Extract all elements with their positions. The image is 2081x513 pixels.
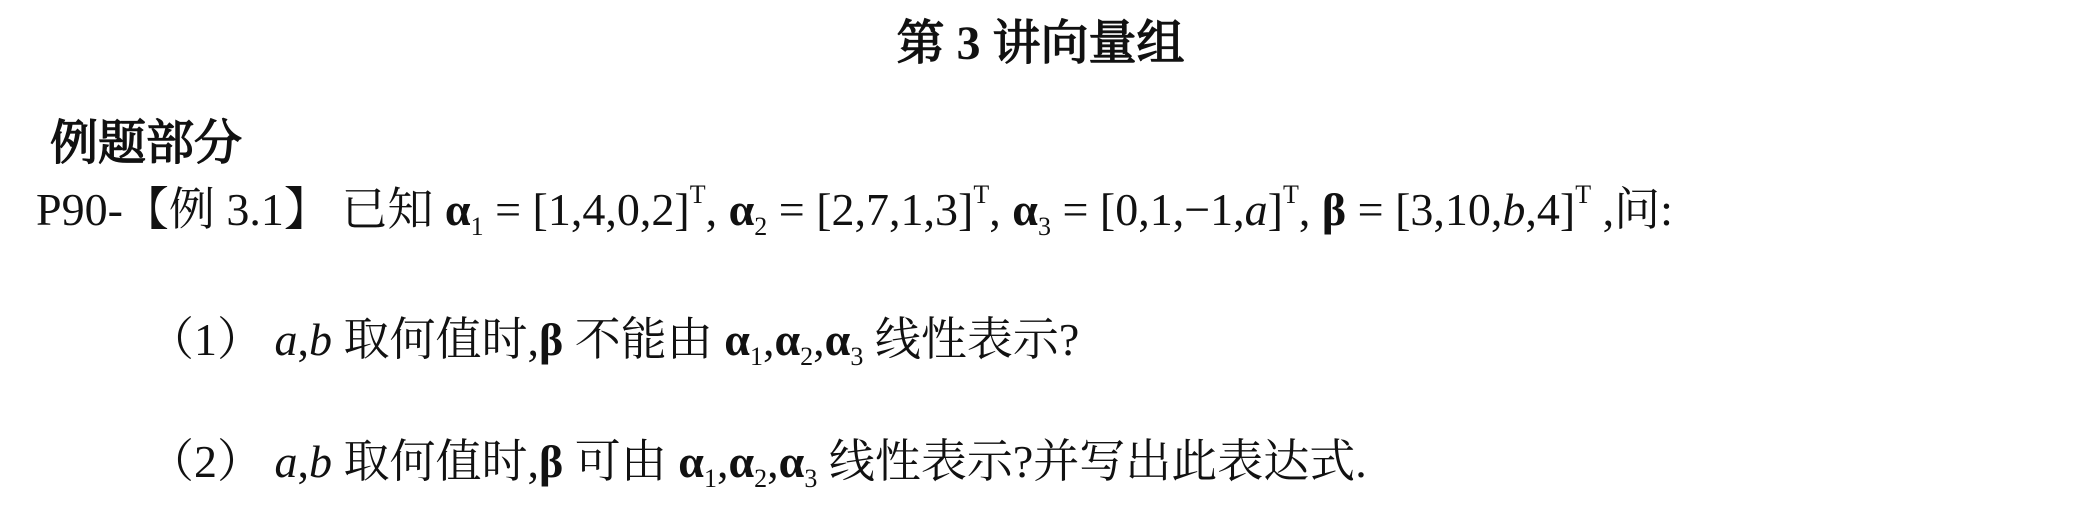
separator: , bbox=[1298, 184, 1311, 235]
subscript: 1 bbox=[749, 342, 763, 371]
subscript: 2 bbox=[754, 212, 768, 241]
alpha-symbol: α bbox=[724, 314, 750, 365]
variable-a: a bbox=[1244, 184, 1268, 235]
question-suffix: 线性表示? bbox=[874, 314, 1080, 365]
variable-b: b bbox=[309, 436, 332, 487]
variable-a: a bbox=[274, 436, 298, 487]
problem-ref: P90- bbox=[36, 184, 123, 235]
problem-intro: 已知 bbox=[341, 184, 434, 235]
question-mid: 可由 bbox=[574, 436, 667, 487]
transpose-mark: T bbox=[1575, 180, 1592, 209]
alpha-symbol: α bbox=[678, 436, 704, 487]
problem-statement bbox=[36, 178, 1673, 242]
alpha-symbol: α bbox=[824, 314, 851, 365]
subscript: 2 bbox=[800, 342, 814, 371]
transpose-mark: T bbox=[1282, 180, 1299, 209]
separator: , bbox=[716, 436, 729, 487]
equals-sign: = bbox=[1346, 184, 1396, 235]
subscript: 2 bbox=[754, 464, 768, 493]
alpha-symbol: α bbox=[1012, 184, 1038, 235]
beta-symbol: β bbox=[1321, 184, 1347, 235]
subscript: 1 bbox=[703, 464, 717, 493]
item-number: （1） bbox=[148, 314, 263, 365]
question-mid: 不能由 bbox=[574, 314, 713, 365]
subscript: 1 bbox=[470, 212, 484, 241]
beta-symbol: β bbox=[539, 314, 564, 365]
alpha-symbol: α bbox=[728, 184, 755, 235]
alpha-symbol: α bbox=[778, 436, 805, 487]
vector-alpha3-open: [0,1,−1, bbox=[1099, 184, 1245, 235]
question-suffix: 线性表示?并写出此表达式. bbox=[828, 436, 1367, 487]
page-title: 第 3 讲向量组 bbox=[896, 17, 1185, 70]
subscript: 3 bbox=[1037, 212, 1051, 241]
problem-tag: 【例 3.1】 bbox=[122, 184, 330, 235]
separator: , bbox=[813, 314, 825, 365]
alpha-symbol: α bbox=[728, 436, 755, 487]
vector-beta-close: ,4] bbox=[1525, 184, 1576, 235]
subscript: 3 bbox=[804, 464, 818, 493]
transpose-mark: T bbox=[973, 180, 990, 209]
sub-question-2 bbox=[148, 430, 1367, 494]
bracket-close: ] bbox=[1267, 184, 1283, 235]
question-prefix: 取何值时, bbox=[343, 314, 539, 365]
separator: , bbox=[297, 314, 309, 365]
equals-sign: = bbox=[483, 184, 533, 235]
separator: , bbox=[297, 436, 309, 487]
vector-beta-open: [3,10, bbox=[1395, 184, 1503, 235]
variable-b: b bbox=[1502, 184, 1526, 235]
separator: , bbox=[762, 314, 775, 365]
subscript: 3 bbox=[850, 342, 864, 371]
separator: , bbox=[705, 184, 718, 235]
equals-sign: = bbox=[767, 184, 817, 235]
separator: , bbox=[767, 436, 779, 487]
vector-alpha2: [2,7,1,3] bbox=[816, 184, 974, 235]
alpha-symbol: α bbox=[774, 314, 801, 365]
beta-symbol: β bbox=[539, 436, 564, 487]
question-ask: ,问: bbox=[1602, 184, 1673, 235]
transpose-mark: T bbox=[689, 180, 706, 209]
vector-alpha1: [1,4,0,2] bbox=[532, 184, 690, 235]
variable-a: a bbox=[274, 314, 298, 365]
section-heading: 例题部分 bbox=[50, 117, 243, 170]
equals-sign: = bbox=[1050, 184, 1100, 235]
separator: , bbox=[989, 184, 1001, 235]
variable-b: b bbox=[309, 314, 332, 365]
question-prefix: 取何值时, bbox=[343, 436, 539, 487]
item-number: （2） bbox=[148, 436, 263, 487]
sub-question-1 bbox=[148, 308, 1079, 372]
alpha-symbol: α bbox=[444, 184, 471, 235]
